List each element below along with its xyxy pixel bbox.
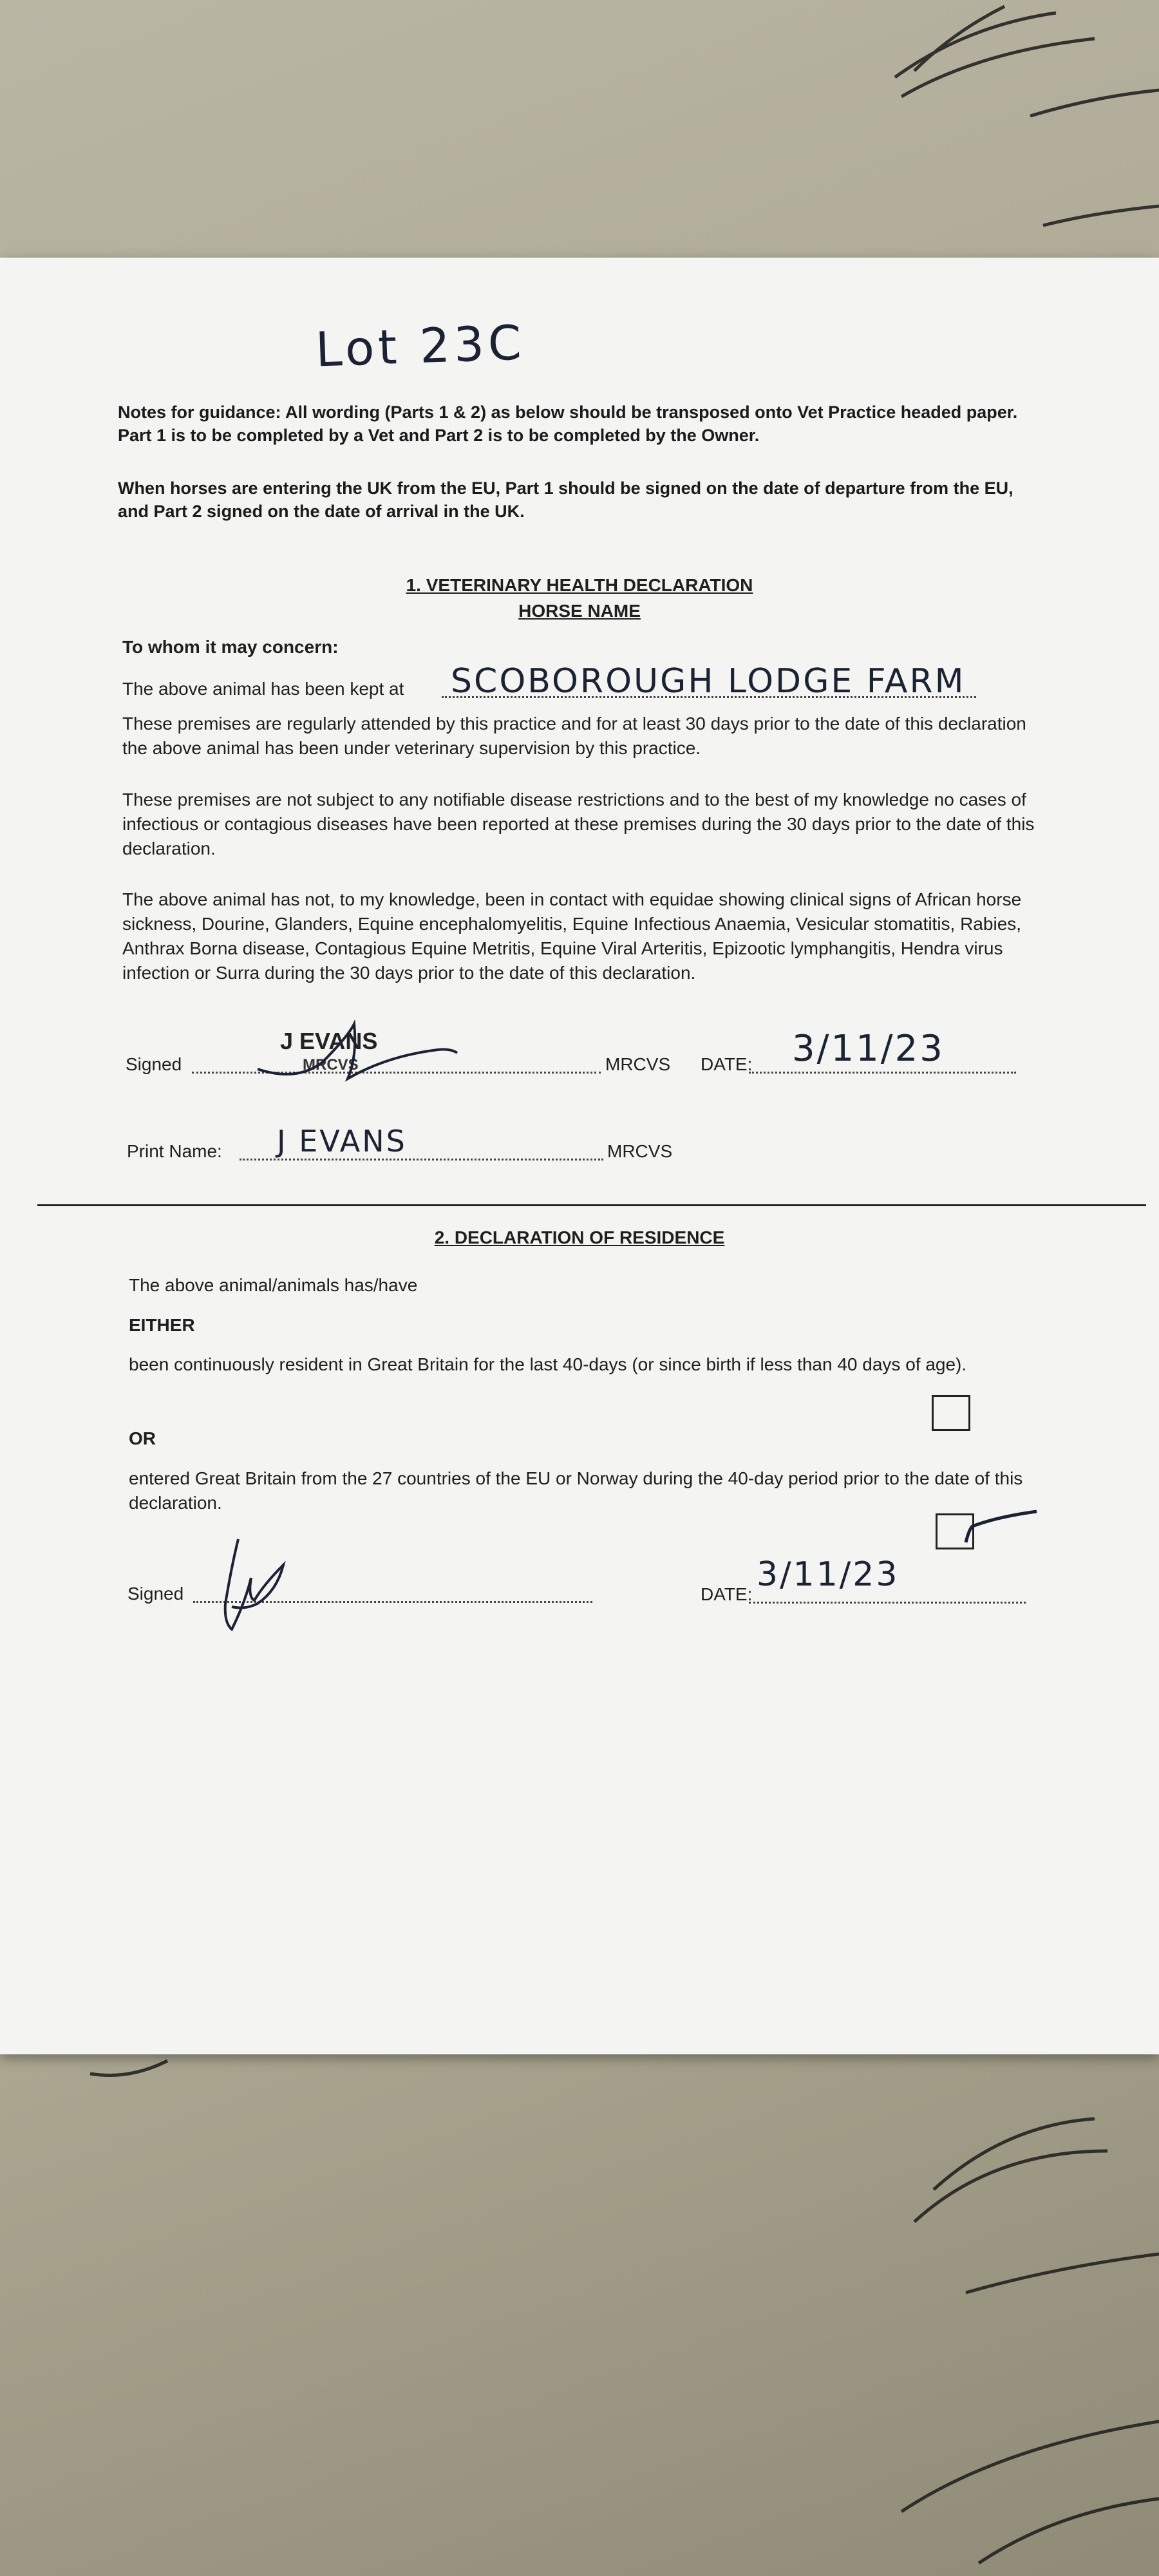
eu-entry-note: When horses are entering the UK from the EU, Part 1 should be signed on the date of departure from the EU, and Part 2 signed on the date of arrival in the UK. <box>118 478 1013 521</box>
vet-signed-label: Signed <box>126 1054 182 1074</box>
vet-stamp-title: MRCVS <box>303 1056 359 1074</box>
horse-name-heading: HORSE NAME <box>518 601 641 621</box>
print-name-line <box>240 1159 603 1160</box>
owner-date-line <box>749 1602 1026 1604</box>
owner-signature <box>206 1526 322 1649</box>
residence-intro: The above animal/animals has/have <box>129 1275 418 1295</box>
owner-signed-label: Signed <box>127 1584 184 1604</box>
premises-handwritten: SCOBOROUGH LODGE FARM <box>451 662 966 701</box>
lot-number: Lot 23C <box>314 315 526 378</box>
or-label: OR <box>129 1428 156 1448</box>
option2-check-mark <box>953 1504 1043 1549</box>
option1-checkbox[interactable] <box>932 1395 970 1431</box>
vet-signature <box>245 1018 464 1088</box>
vet-date-handwritten: 3/11/23 <box>792 1028 945 1070</box>
vet-mrcvs-label: MRCVS <box>605 1054 671 1074</box>
print-mrcvs-label: MRCVS <box>607 1141 673 1161</box>
vet-date-label: DATE: <box>701 1054 753 1074</box>
part2-heading: 2. DECLARATION OF RESIDENCE <box>434 1227 725 1247</box>
salutation: To whom it may concern: <box>122 637 339 657</box>
option2-text: entered Great Britain from the 27 countries of the EU or Norway during the 40-day period prior to the date of this declaration. <box>129 1468 1023 1513</box>
kept-at-label: The above animal has been kept at <box>122 679 404 699</box>
guidance-note: Notes for guidance: All wording (Parts 1 & 2) as below should be transposed onto Vet Practice headed paper. Part 1 is to be completed by a Vet and Part 2 is to be completed by the Owner. <box>118 402 1018 445</box>
supervision-paragraph: These premises are regularly attended by this practice and for at least 30 days prior to the date of this declaration the above animal has been under veterinary supervision by this practice. <box>122 714 1026 758</box>
restrictions-paragraph: These premises are not subject to any notifiable disease restrictions and to the best of my knowledge no cases of infectious or contagious diseases have been reported at these premises during the 30 days prior to the date of this declaration. <box>122 790 1035 858</box>
option1-text: been continuously resident in Great Britain for the last 40-days (or since birth if less than 40 days of age). <box>129 1354 967 1374</box>
owner-date-handwritten: 3/11/23 <box>757 1555 900 1594</box>
part1-heading: 1. VETERINARY HEALTH DECLARATION <box>406 575 753 595</box>
either-label: EITHER <box>129 1315 195 1335</box>
vet-date-line <box>749 1072 1016 1074</box>
document-page <box>0 258 1159 2054</box>
contact-paragraph: The above animal has not, to my knowledge, been in contact with equidae showing clinical signs of African horse sickness, Dourine, Glanders, Equine encephalomyelitis, Equine Infectious Anaemia, Vesicular stomatitis, Rabies, Anthrax Borna disease, Contagious Equine Metritis, Equine Viral Arteritis, Epizootic lymphangitis, Hendra virus infection or Surra during the 30 days prior to the date of this declaration. <box>122 889 1022 983</box>
owner-date-label: DATE: <box>701 1584 753 1604</box>
section-divider <box>37 1204 1146 1206</box>
print-name-handwritten: J EVANS <box>277 1124 407 1159</box>
vet-stamp-name: J EVANS <box>280 1028 378 1054</box>
print-name-label: Print Name: <box>127 1141 222 1161</box>
